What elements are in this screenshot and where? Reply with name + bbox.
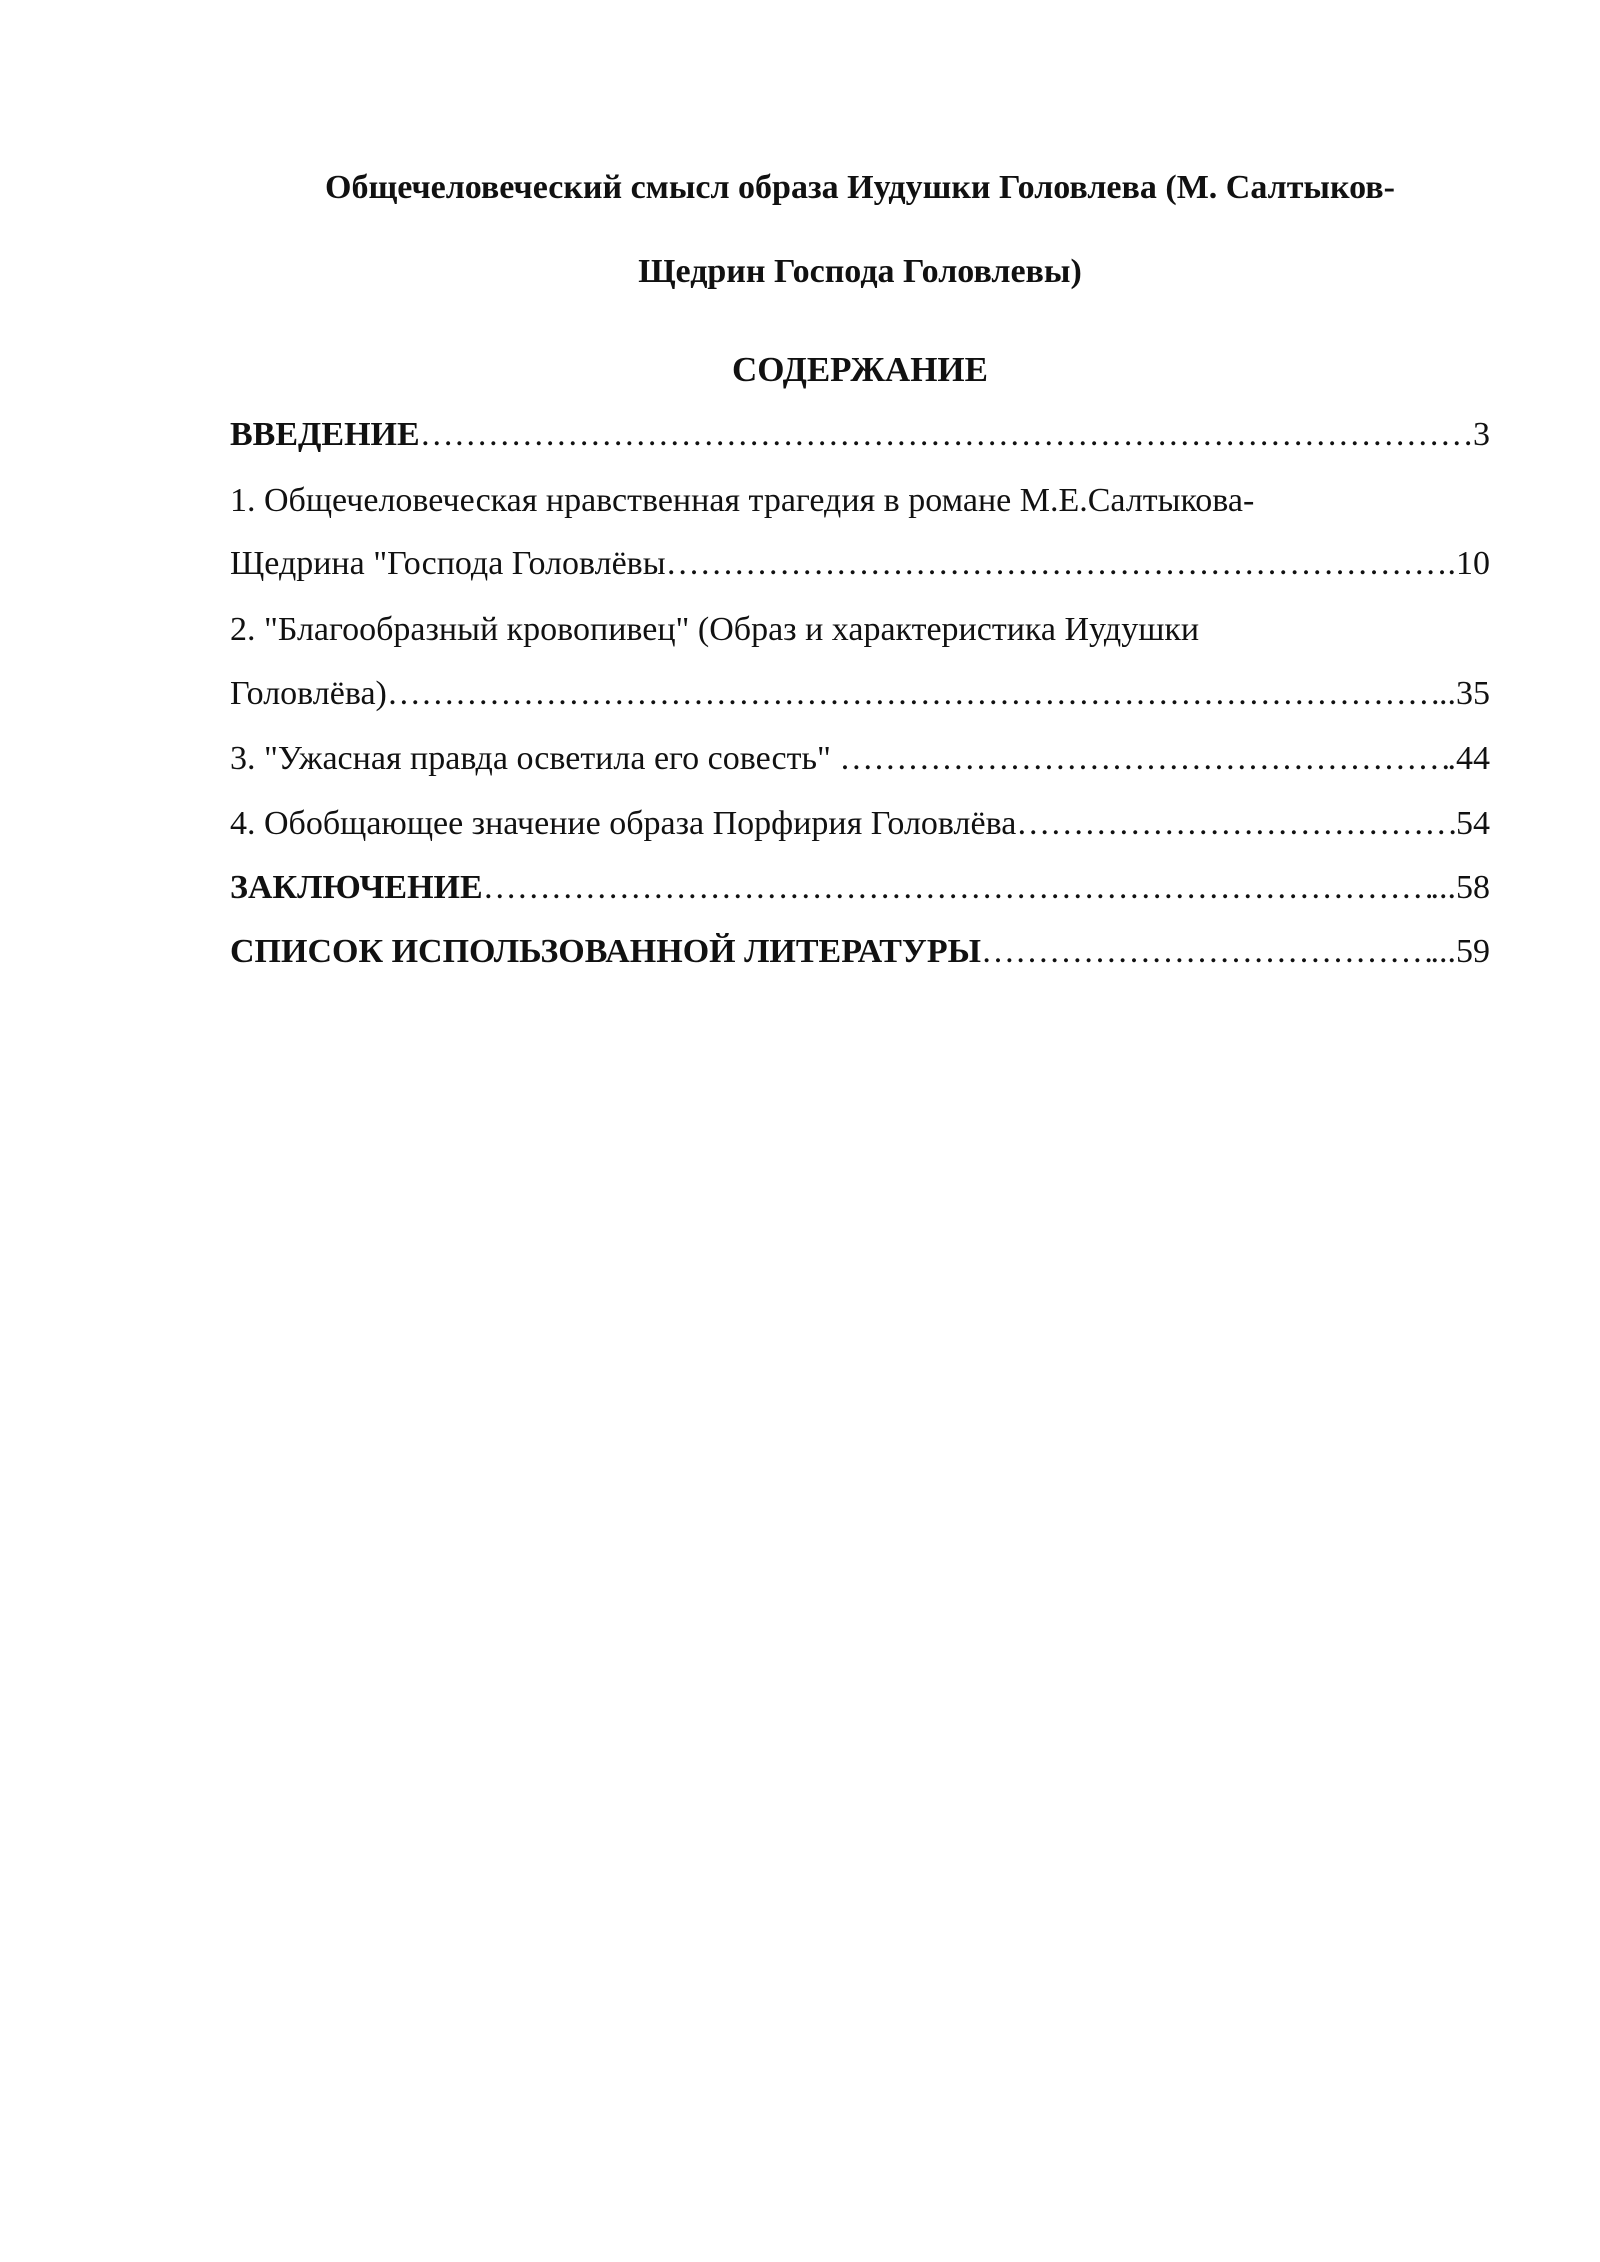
toc-entry-page: .10 xyxy=(1447,545,1490,582)
dot-leader xyxy=(483,858,1431,918)
toc-entry-conclusion[interactable] xyxy=(230,858,1490,918)
document-title-line-2: Щедрин Господа Головлевы) xyxy=(638,253,1082,290)
toc-entry-page: ...59 xyxy=(1430,933,1490,970)
dot-leader xyxy=(1016,794,1456,854)
toc-entry-ch3[interactable] xyxy=(230,729,1490,789)
toc-entry-label: Щедрина "Господа Головлёвы xyxy=(230,545,666,582)
toc-entry-intro[interactable] xyxy=(230,405,1490,465)
toc-entry-label: Головлёва) xyxy=(230,675,387,712)
toc-entry-page: .44 xyxy=(1447,740,1490,777)
toc-entry-ch1[interactable] xyxy=(230,534,1490,594)
dot-leader xyxy=(666,534,1448,594)
dot-leader xyxy=(387,664,1439,724)
toc-entry-ch2[interactable] xyxy=(230,664,1490,724)
toc-entry-label: СПИСОК ИСПОЛЬЗОВАННОЙ ЛИТЕРАТУРЫ xyxy=(230,933,981,970)
toc-entry-label: ВВЕДЕНИЕ xyxy=(230,416,420,453)
toc-heading: СОДЕРЖАНИЕ xyxy=(731,350,988,389)
toc-entry-page: 3 xyxy=(1473,416,1490,453)
document-title xyxy=(230,146,1490,314)
toc-entry-ch4[interactable] xyxy=(230,794,1490,854)
toc-entry-ch1-line-1: 1. Общечеловеческая нравственная трагедия в романе М.Е.Салтыкова- xyxy=(230,482,1255,519)
toc-entry-bibliography[interactable] xyxy=(230,922,1490,982)
dot-leader xyxy=(839,729,1447,789)
toc-entry-page: ...58 xyxy=(1430,869,1490,906)
document-title-line-1: Общечеловеческий смысл образа Иудушки Головлева (М. Салтыков- xyxy=(325,169,1395,206)
toc-entry-label: 3. "Ужасная правда осветила его совесть" xyxy=(230,740,840,777)
toc-entry-label: 4. Обобщающее значение образа Порфирия Головлёва xyxy=(230,805,1017,842)
toc-entry-ch2-line-1: 2. "Благообразный кровопивец" (Образ и характеристика Иудушки xyxy=(230,611,1200,648)
dot-leader xyxy=(420,405,1473,465)
toc-entry-page: ..35 xyxy=(1439,675,1490,712)
toc-entry-label: ЗАКЛЮЧЕНИЕ xyxy=(230,869,483,906)
dot-leader xyxy=(981,922,1431,982)
toc-entry-page: 54 xyxy=(1456,805,1490,842)
